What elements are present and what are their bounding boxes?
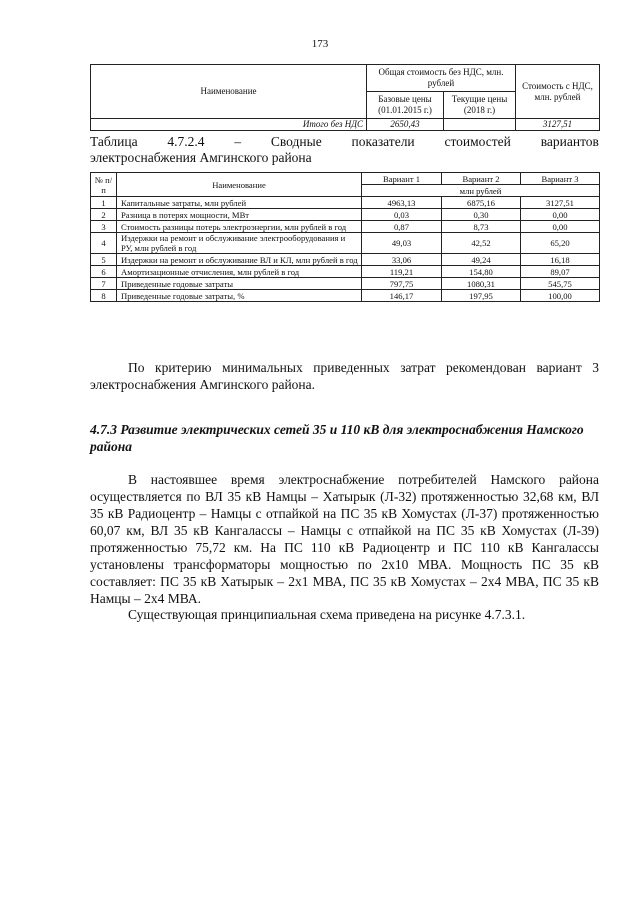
t1-header-vat: Стоимость с НДС, млн. рублей bbox=[516, 65, 600, 119]
t1-total-current: 2650,43 bbox=[367, 119, 444, 131]
caption-word: – bbox=[234, 134, 242, 149]
row-variant-2: 197,95 bbox=[442, 290, 521, 302]
row-variant-2: 0,30 bbox=[442, 209, 521, 221]
row-variant-3: 65,20 bbox=[521, 233, 600, 254]
page-number: 173 bbox=[311, 38, 329, 50]
row-variant-3: 16,18 bbox=[521, 254, 600, 266]
row-name: Приведенные годовые затраты, % bbox=[117, 290, 362, 302]
section-heading: 4.7.3 Развитие электрических сетей 35 и 110 кВ для электроснабжения Намского района bbox=[90, 422, 584, 454]
row-number: 7 bbox=[91, 278, 117, 290]
row-variant-3: 0,00 bbox=[521, 209, 600, 221]
caption-word: Таблица bbox=[90, 134, 138, 149]
t1-total-vat: 3127,51 bbox=[516, 119, 600, 131]
t1-total-label: Итого без НДС bbox=[91, 119, 367, 131]
row-variant-2: 1080,31 bbox=[442, 278, 521, 290]
row-variant-3: 0,00 bbox=[521, 221, 600, 233]
caption-line-2: электроснабжения Амгинского района bbox=[90, 150, 312, 165]
row-variant-3: 100,00 bbox=[521, 290, 600, 302]
row-variant-1: 49,03 bbox=[362, 233, 442, 254]
t1-header-base: Базовые цены (01.01.2015 г.) bbox=[367, 92, 444, 119]
t1-header-current: Текущие цены (2018 г.) bbox=[444, 92, 516, 119]
t2-header-num: № п/п bbox=[91, 173, 117, 197]
row-name: Разница в потерях мощности, МВт bbox=[117, 209, 362, 221]
conclusion-paragraph: По критерию минимальных приведенных затрат рекомендован вариант 3 электроснабжения Амгинского района. bbox=[90, 360, 599, 392]
row-variant-2: 42,52 bbox=[442, 233, 521, 254]
row-number: 2 bbox=[91, 209, 117, 221]
t1-header-name: Наименование bbox=[91, 65, 367, 119]
row-variant-3: 545,75 bbox=[521, 278, 600, 290]
table-row bbox=[91, 221, 600, 233]
cost-summary-table bbox=[90, 64, 600, 131]
caption-word: вариантов bbox=[540, 134, 599, 149]
row-number: 8 bbox=[91, 290, 117, 302]
row-variant-1: 0,87 bbox=[362, 221, 442, 233]
row-name: Издержки на ремонт и обслуживание ВЛ и КЛ, млн рублей в год bbox=[117, 254, 362, 266]
row-variant-1: 797,75 bbox=[362, 278, 442, 290]
row-name: Приведенные годовые затраты bbox=[117, 278, 362, 290]
row-name: Стоимость разницы потерь электроэнергии, млн рублей в год bbox=[117, 221, 362, 233]
row-number: 1 bbox=[91, 197, 117, 209]
caption-word: стоимостей bbox=[444, 134, 511, 149]
table-row bbox=[91, 197, 600, 209]
row-variant-2: 154,80 bbox=[442, 266, 521, 278]
t2-header-v1: Вариант 1 bbox=[362, 173, 442, 185]
table-row bbox=[91, 266, 600, 278]
figure-reference-paragraph: Существующая принципиальная схема приведена на рисунке 4.7.3.1. bbox=[128, 607, 526, 622]
t2-header-v2: Вариант 2 bbox=[442, 173, 521, 185]
caption-word: 4.7.2.4 bbox=[167, 134, 205, 149]
t2-header-name: Наименование bbox=[117, 173, 362, 197]
caption-word: показатели bbox=[351, 134, 415, 149]
row-variant-3: 89,07 bbox=[521, 266, 600, 278]
table-row bbox=[91, 290, 600, 302]
table-row bbox=[91, 278, 600, 290]
variants-table bbox=[90, 172, 600, 302]
t1-empty-cell bbox=[444, 119, 516, 131]
t2-header-unit: млн рублей bbox=[362, 185, 600, 197]
row-number: 3 bbox=[91, 221, 117, 233]
table-row bbox=[91, 209, 600, 221]
table-caption bbox=[90, 134, 599, 166]
row-name: Капитальные затраты, млн рублей bbox=[117, 197, 362, 209]
table-row bbox=[91, 254, 600, 266]
row-number: 4 bbox=[91, 233, 117, 254]
row-number: 6 bbox=[91, 266, 117, 278]
body-paragraph: В настоявшее время электроснабжение потребителей Намского района осуществляется по ВЛ 35 кВ Намцы – Хатырык (Л-32) протяженностью 32,68 км, ВЛ 35 кВ Радиоцентр – Намцы с отпайкой на ПС 35 кВ Хомустах (Л-37) протяженностью 60,07 км, ВЛ 35 кВ Кангалассы – Намцы с отпайкой на ПС 35 кВ Хомустах (Л-39) протяженностью 75,72 км. На ПС 110 кВ Радиоцентр и ПС 110 кВ Кангалассы установлены трансформаторы мощностью по 2х10 МВА. Мощность ПС 35 кВ составляет: ПС 35 кВ Хатырык – 2х1 МВА, ПС 35 кВ Хомустах – 2х4 МВА, ПС 35 кВ Намцы – 2х4 МВА. bbox=[90, 472, 599, 606]
row-variant-2: 8,73 bbox=[442, 221, 521, 233]
row-variant-2: 6875,16 bbox=[442, 197, 521, 209]
row-variant-1: 0,03 bbox=[362, 209, 442, 221]
t2-header-v3: Вариант 3 bbox=[521, 173, 600, 185]
caption-word: Сводные bbox=[270, 134, 322, 149]
row-variant-1: 146,17 bbox=[362, 290, 442, 302]
row-variant-3: 3127,51 bbox=[521, 197, 600, 209]
row-variant-2: 49,24 bbox=[442, 254, 521, 266]
table-row bbox=[91, 233, 600, 254]
row-variant-1: 4963,13 bbox=[362, 197, 442, 209]
row-number: 5 bbox=[91, 254, 117, 266]
row-name: Издержки на ремонт и обслуживание электрооборудования и РУ, млн рублей в год bbox=[117, 233, 362, 254]
row-name: Амортизационные отчисления, млн рублей в год bbox=[117, 266, 362, 278]
row-variant-1: 33,06 bbox=[362, 254, 442, 266]
t1-header-total: Общая стоимость без НДС, млн. рублей bbox=[367, 65, 516, 92]
row-variant-1: 119,21 bbox=[362, 266, 442, 278]
